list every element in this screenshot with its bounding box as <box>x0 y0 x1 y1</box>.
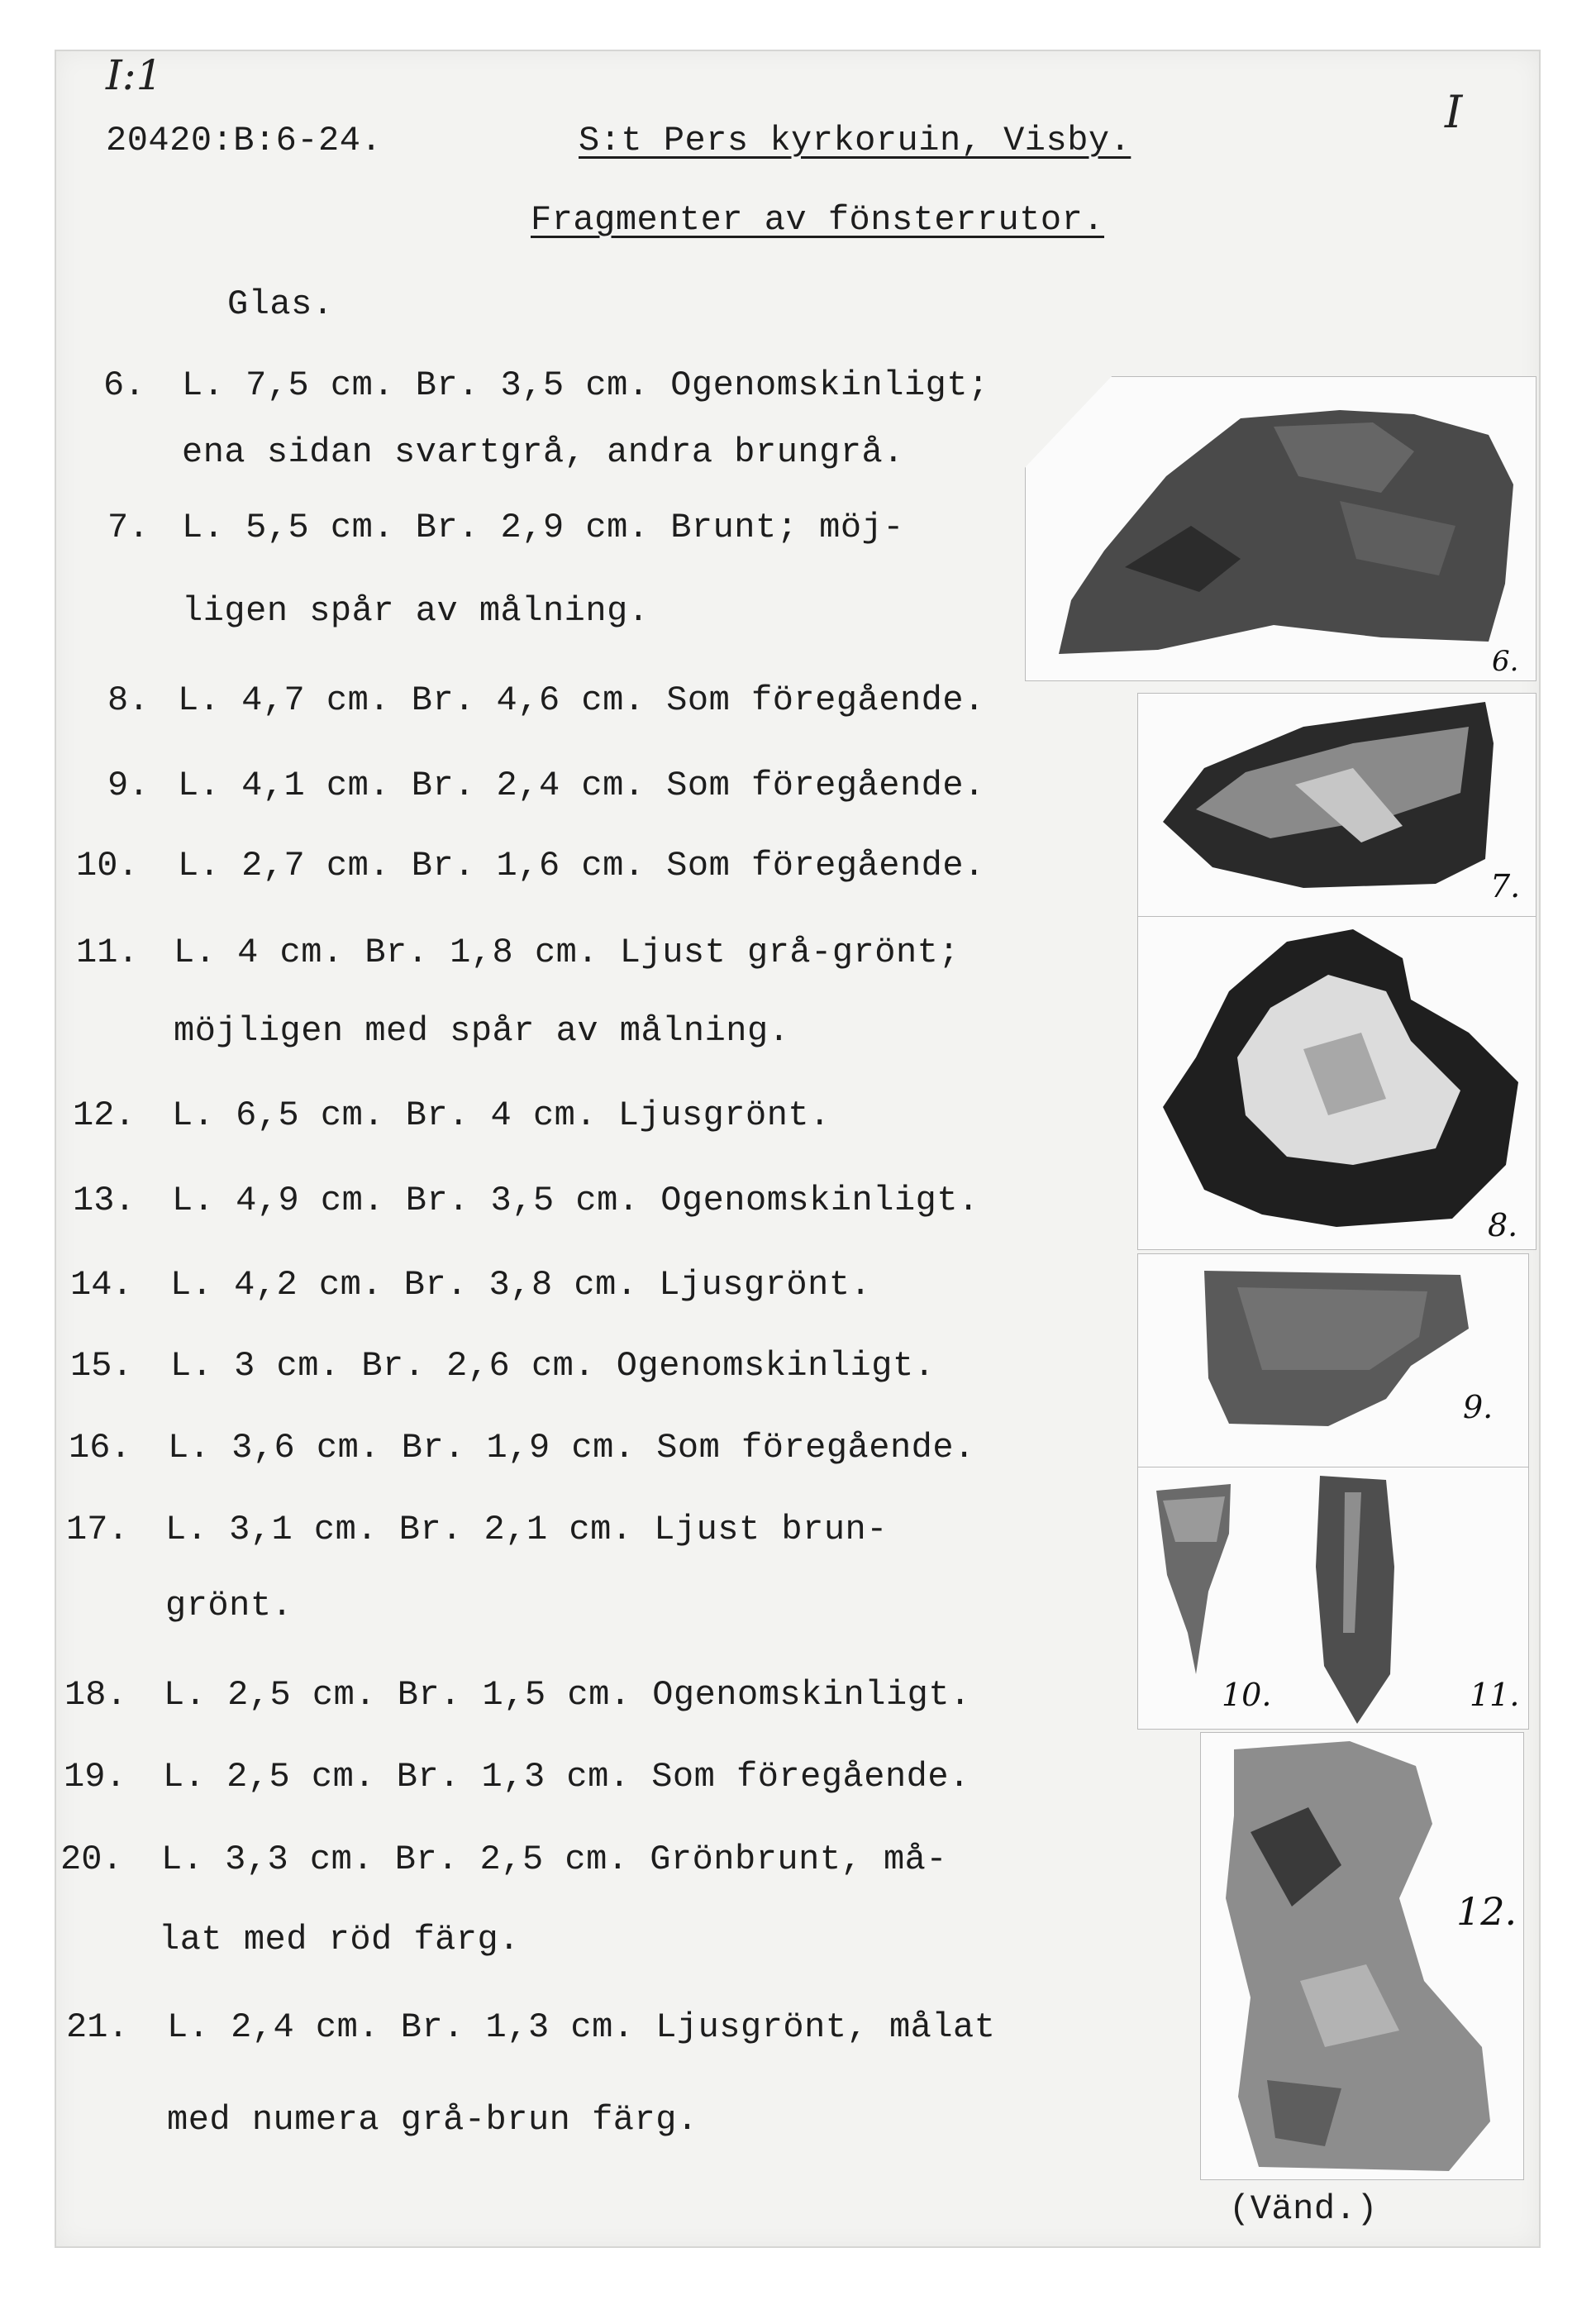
entry-text: L. 4 cm. Br. 1,8 cm. Ljust grå-grönt; <box>174 933 960 972</box>
fragment-8-image <box>1138 917 1536 1249</box>
entry-text: L. 7,5 cm. Br. 3,5 cm. Ogenomskinligt; <box>182 365 989 405</box>
entry-text: L. 4,7 cm. Br. 4,6 cm. Som föregående. <box>178 680 985 720</box>
photo-label: 7. <box>1490 868 1521 904</box>
entry-text: L. 3,3 cm. Br. 2,5 cm. Grönbrunt, må- <box>161 1840 948 1879</box>
entry-text: L. 2,5 cm. Br. 1,3 cm. Som föregående. <box>163 1757 970 1797</box>
fragment-photo-8 <box>1137 916 1536 1250</box>
entry-text: L. 4,2 cm. Br. 3,8 cm. Ljusgrönt. <box>170 1265 872 1305</box>
entry-number: 12. <box>73 1095 136 1135</box>
entry-number: 11. <box>76 933 139 972</box>
entry-number: 13. <box>73 1181 136 1220</box>
fragment-7-image <box>1138 694 1536 917</box>
entry-text: L. 3,6 cm. Br. 1,9 cm. Som föregående. <box>168 1428 975 1467</box>
photo-label: 12. <box>1456 1889 1517 1934</box>
fragment-12-image <box>1201 1733 1523 2179</box>
entry-number: 8. <box>107 680 150 720</box>
catalog-number: 20420:B:6-24. <box>106 121 383 160</box>
entry-text: L. 4,1 cm. Br. 2,4 cm. Som föregående. <box>178 766 985 805</box>
fragment-6-image <box>1026 377 1536 680</box>
photo-label: 11. <box>1470 1677 1520 1713</box>
entry-text: med numera grå-brun färg. <box>167 2100 698 2140</box>
corner-mark: I:1 <box>106 51 163 99</box>
entry-text: L. 6,5 cm. Br. 4 cm. Ljusgrönt. <box>172 1095 831 1135</box>
entry-text: L. 3 cm. Br. 2,6 cm. Ogenomskinligt. <box>170 1346 936 1386</box>
entry-text: L. 5,5 cm. Br. 2,9 cm. Brunt; möj- <box>182 508 904 547</box>
photo-label: 6. <box>1492 645 1519 678</box>
fragment-photo-6 <box>1025 376 1536 681</box>
sheet-mark: I <box>1445 86 1463 138</box>
entry-number: 16. <box>69 1428 131 1467</box>
fragment-photo-12 <box>1200 1732 1524 2180</box>
fragment-9-image <box>1138 1254 1528 1467</box>
entry-number: 14. <box>70 1265 133 1305</box>
entry-text: ena sidan svartgrå, andra brungrå. <box>182 432 904 472</box>
entry-number: 7. <box>107 508 150 547</box>
entry-text: lat med röd färg. <box>159 1920 520 1959</box>
turn-note: (Vänd.) <box>1229 2189 1378 2229</box>
entry-text: L. 2,7 cm. Br. 1,6 cm. Som föregående. <box>178 846 985 885</box>
entry-number: 17. <box>66 1510 129 1549</box>
site-title: S:t Pers kyrkoruin, Visby. <box>579 121 1131 160</box>
photo-label: 8. <box>1488 1207 1518 1243</box>
entry-number: 19. <box>64 1757 126 1797</box>
photo-label: 10. <box>1222 1677 1272 1713</box>
entry-text: L. 4,9 cm. Br. 3,5 cm. Ogenomskinligt. <box>172 1181 979 1220</box>
entry-number: 9. <box>107 766 150 805</box>
entry-number: 15. <box>70 1346 133 1386</box>
entry-number: 10. <box>76 846 139 885</box>
entry-number: 18. <box>64 1675 127 1715</box>
photo-label: 9. <box>1463 1389 1494 1425</box>
entry-number: 6. <box>103 365 145 405</box>
entry-text: L. 3,1 cm. Br. 2,1 cm. Ljust brun- <box>165 1510 888 1549</box>
material-heading: Glas. <box>227 284 334 324</box>
subtitle: Fragmenter av fönsterrutor. <box>531 200 1105 240</box>
entry-text: L. 2,4 cm. Br. 1,3 cm. Ljusgrönt, målat <box>167 2007 996 2047</box>
entry-number: 21. <box>66 2007 129 2047</box>
entry-text: grönt. <box>165 1586 293 1625</box>
entry-text: ligen spår av målning. <box>182 591 650 631</box>
fragment-photo-7 <box>1137 693 1536 918</box>
entry-text: L. 2,5 cm. Br. 1,5 cm. Ogenomskinligt. <box>164 1675 971 1715</box>
fragment-photo-9 <box>1137 1253 1529 1468</box>
entry-number: 20. <box>60 1840 123 1879</box>
entry-text: möjligen med spår av målning. <box>174 1011 790 1051</box>
